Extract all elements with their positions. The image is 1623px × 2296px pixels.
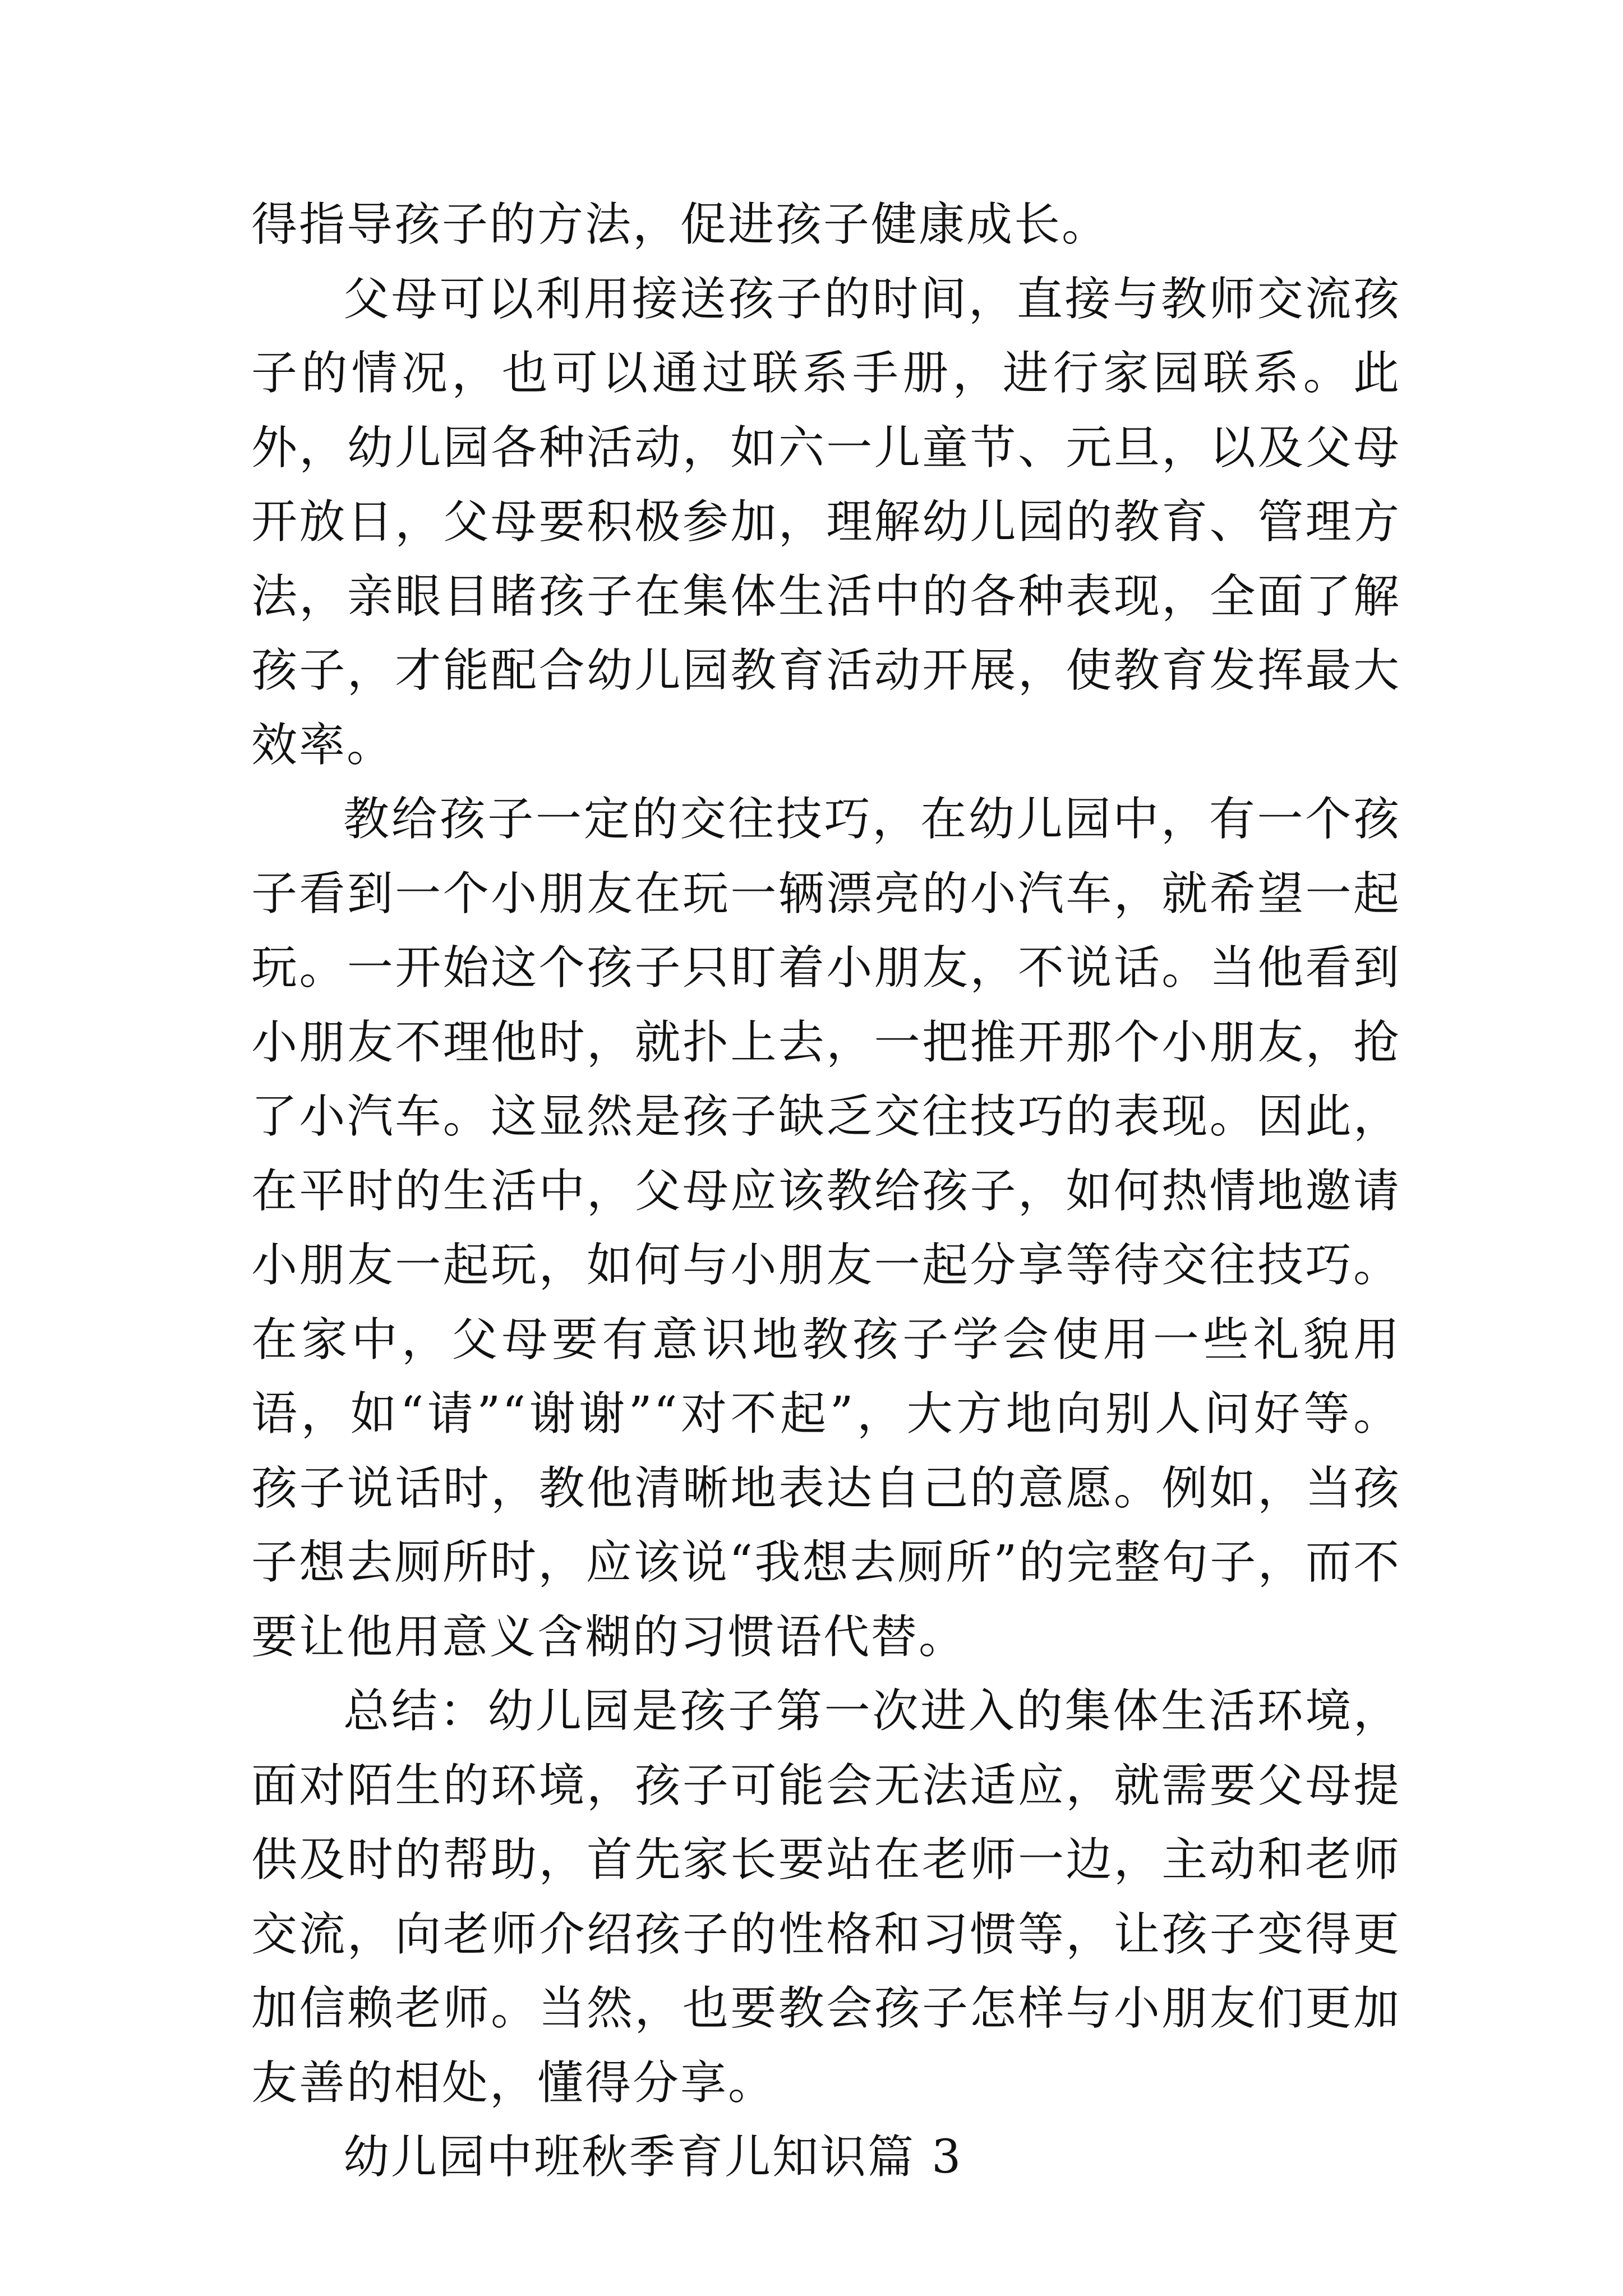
paragraph-summary: 总结：幼儿园是孩子第一次进入的集体生活环境，面对陌生的环境，孩子可能会无法适应，就需要父母提供及时的帮助，首先家长要站在老师一边，主动和老师交流，向老师介绍孩子的性格和习惯等，让孩子变得更加信赖老师。当然，也要教会孩子怎样与小朋友们更加友善的相处，懂得分享。 [251,1685,1401,2110]
paragraph-social-skills: 教给孩子一定的交往技巧，在幼儿园中，有一个孩子看到一个小朋友在玩一辆漂亮的小汽车，就希望一起玩。一开始这个孩子只盯着小朋友，不说话。当他看到小朋友不理他时，就扑上去，一把推开那个小朋友，抢了小汽车。这显然是孩子缺乏交往技巧的表现。因此，在平时的生活中，父母应该教给孩子，如何热情地邀请小朋友一起玩，如何与小朋友一起分享等待交往技巧。在家中，父母要有意识地教孩子学会使用一些礼貌用语，如“请”“谢谢”“对不起”，大方地向别人问好等。孩子说话时，教他清晰地表达自己的意愿。例如，当孩子想去厕所时，应该说“我想去厕所”的完整句子，而不要让他用意义含糊的习惯语代替。 [251,793,1401,1664]
paragraph-continued: 得指导孩子的方法，促进孩子健康成长。 [251,198,1110,251]
document-body [251,188,1401,2195]
paragraph-parent-teacher-communication: 父母可以利用接送孩子的时间，直接与教师交流孩子的情况，也可以通过联系手册，进行家园联系。此外，幼儿园各种活动，如六一儿童节、元旦，以及父母开放日，父母要积极参加，理解幼儿园的教育、管理方法，亲眼目睹孩子在集体生活中的各种表现，全面了解孩子，才能配合幼儿园教育活动开展，使教育发挥最大效率。 [251,272,1401,772]
section-heading: 幼儿园中班秋季育儿知识篇 3 [343,2131,963,2184]
